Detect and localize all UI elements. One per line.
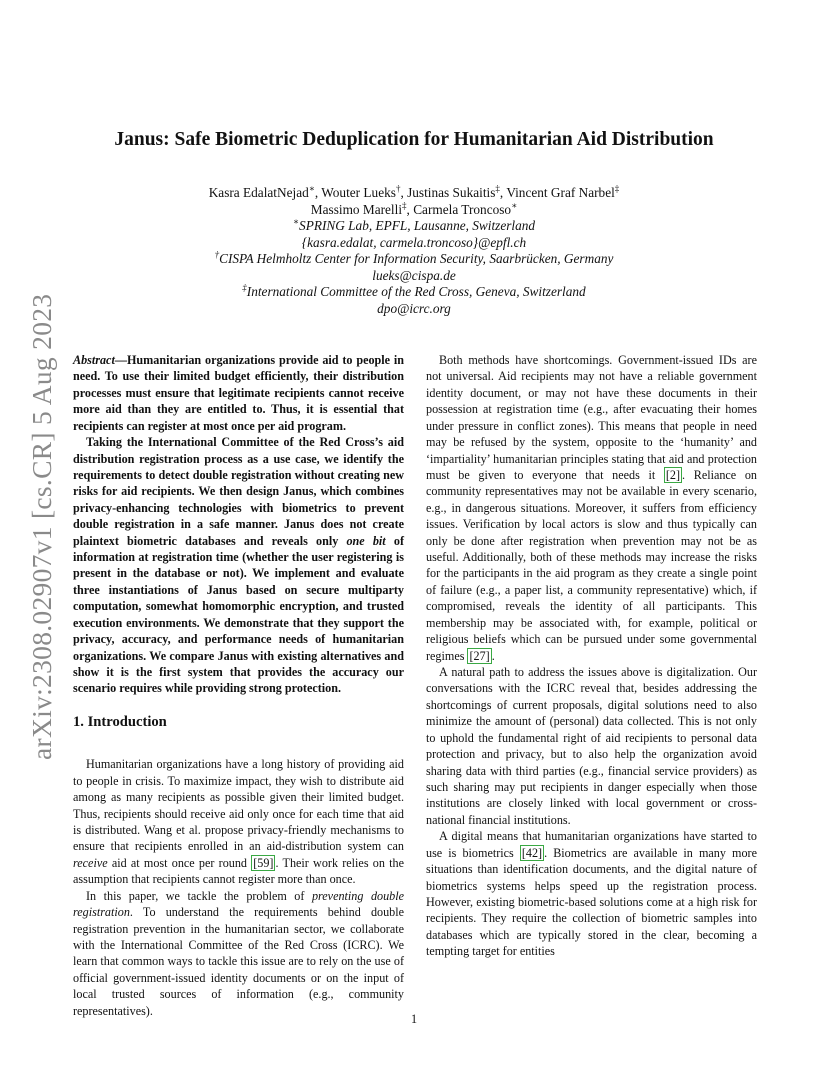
author-name: Carmela Troncoso — [413, 201, 512, 217]
arxiv-identifier-text: arXiv:2308.02907v1 [cs.CR] 5 Aug 2023 — [26, 293, 57, 760]
author-line-2: Massimo Marelli‡, Carmela Troncoso∗ — [310, 200, 518, 217]
affiliation-mark: ∗ — [308, 183, 315, 194]
affiliation-mark: ‡ — [402, 200, 407, 211]
author-name: Justinas Sukaitis — [407, 185, 496, 200]
affiliation-mark: ∗ — [511, 200, 518, 211]
email-icrc: dpo@icrc.org — [377, 300, 451, 316]
intro-paragraph-1: Humanitarian organizations have a long history of providing aid to people in crisis. To maximize impact, they wish to distribute aid among as many recipients as possible given their limited budget. Thus, recipients should receive aid only once for each time that aid is distributed. Wang et al. propose privacy-friendly mechanisms to ensure that recipients enrolled in an aid-distribution system can receive aid at most once per round [59] . Their work relies on the assumption that recipients cannot register more than once. — [73, 757, 404, 887]
intro-paragraph-4: A natural path to address the issues above is digitalization. Our conversations with the ICRC reveal that, besides addressing the shortcomings of current proposals, digital solutions need to also minimize the amount of (personal) data collected. This is not only to uphold the fundamental right of aid recipients to personal data protection and privacy, but to also help the organization avoid sharing data with third parties (e.g., financial service providers) as such sharing may put recipients in danger especially when those institutions are closely linked with local government or cross-national financial institutions. — [426, 665, 757, 827]
affiliation-mark: ‡ — [614, 183, 620, 194]
email-spring: {kasra.edalat, carmela.troncoso}@epfl.ch — [301, 234, 527, 250]
intro-paragraph-5: A digital means that humanitarian organizations have started to use is biometrics [42] . Biometrics are available in many more situations than identification documents, and the digital nature of biometrics systems helps speed up the registration process. However, existing biometric-based solutions come at a high risk for recipients. They require the collection of biometric samples into databases which are typically stored in the clear, becoming a tempting target for entities — [426, 829, 757, 959]
author-name: Massimo Marelli — [310, 201, 403, 217]
citation-link[interactable]: [2] — [665, 467, 681, 482]
abstract-paragraph-2: Taking the International Committee of the Red Cross’s aid distribution registration process as a use case, we identify the requirements to detect double registration without creating new risks for aid recipients. We then design Janus, which combines privacy-enhancing technologies with biometrics to prevent double registration in a safe manner. Janus does not create plaintext biometric databases and reveals only one bit of information at registration time (whether the user registering is present in the database or not). We implement and evaluate three instantiations of Janus based on secure multiparty computation, somewhat homomorphic encryption, and trusted execution environments. We demonstrate that they support the privacy, accuracy, and performance needs of humanitarian organizations. We compare Janus with existing alternatives and show it is the first system that provides the accuracy our scenario requires while providing strong protection. — [73, 435, 404, 696]
author-name: Kasra EdalatNejad — [208, 185, 309, 200]
intro-paragraph-3: Both methods have shortcomings. Government-issued IDs are not universal. Aid recipients may not have a reliable government identity document, or may not have these documents in their possession at registration time (e.g., after evacuating their homes under pressure in conflict zones). This means that people in need may be refused by the system, opposite to the ‘humanity’ and ‘impartiality’ humanitarian principles stating that aid and protection must be given to everyone that needs it [2] . Reliance on community representatives may not be available in every scenario, e.g., in dangerous situations. Moreover, it suffers from efficiency issues. Verification by local actors is slow and thus typically can only be done after registration when prevention may not be as useful. Additionally, both of these methods may increase the risks for the participants in the aid program as they create a single point of failure (e.g., a paper list, a community representative) which, if compromised, reveals the identity of all participants. This membership may be associated with, for example, political or religious beliefs which can be pursued under some governmental regimes [27] . — [426, 353, 757, 663]
author-name: Vincent Graf Narbel — [506, 185, 615, 200]
affiliation-cispa: †CISPA Helmholtz Center for Information Security, Saarbrücken, Germany — [214, 249, 614, 266]
affiliation-spring: ∗SPRING Lab, EPFL, Lausanne, Switzerland — [292, 216, 536, 233]
email-cispa: lueks@cispa.de — [372, 267, 456, 283]
author-name: Wouter Lueks — [321, 185, 396, 200]
citation-link[interactable]: [42] — [521, 845, 543, 860]
citation-link[interactable]: [27] — [469, 648, 490, 663]
right-column — [426, 352, 757, 960]
left-column — [73, 352, 404, 1019]
author-block — [100, 185, 728, 317]
affiliation-icrc: ‡International Committee of the Red Cross, Geneva, Switzerland — [242, 282, 586, 299]
paper-title: Janus: Safe Biometric Deduplication for Humanitarian Aid Distribution — [114, 129, 714, 150]
author-line-1: Kasra EdalatNejad∗, Wouter Lueks†, Justinas Sukaitis‡, Vincent Graf Narbel‡ — [208, 183, 620, 200]
citation-link[interactable]: [59] — [253, 855, 274, 870]
page-number: 1 — [410, 1012, 418, 1026]
affiliation-mark: † — [395, 183, 401, 194]
affiliation-mark: ‡ — [495, 183, 500, 194]
abstract-label: Abstract — [73, 353, 115, 367]
arxiv-identifier-stamp — [20, 290, 57, 760]
abstract-paragraph-1: Abstract—Humanitarian organizations provide aid to people in need. To use their limited budget efficiently, their distribution processes must ensure that legitimate recipients cannot receive more aid than they are entitled to. Thus, it is essential that recipients can register at most once per aid program. — [73, 353, 404, 433]
intro-paragraph-2: In this paper, we tackle the problem of preventing double registration. To understand the requirements behind double registration prevention in the humanitarian sector, we collaborate with the International Committee of the Red Cross (ICRC). We learn that common ways to tackle this issue are to rely on the use of official government-issued identity documents or on the input of local trusted sources of information (e.g., community representatives). — [73, 888, 404, 1018]
section-heading-introduction: 1. Introduction — [73, 713, 167, 730]
